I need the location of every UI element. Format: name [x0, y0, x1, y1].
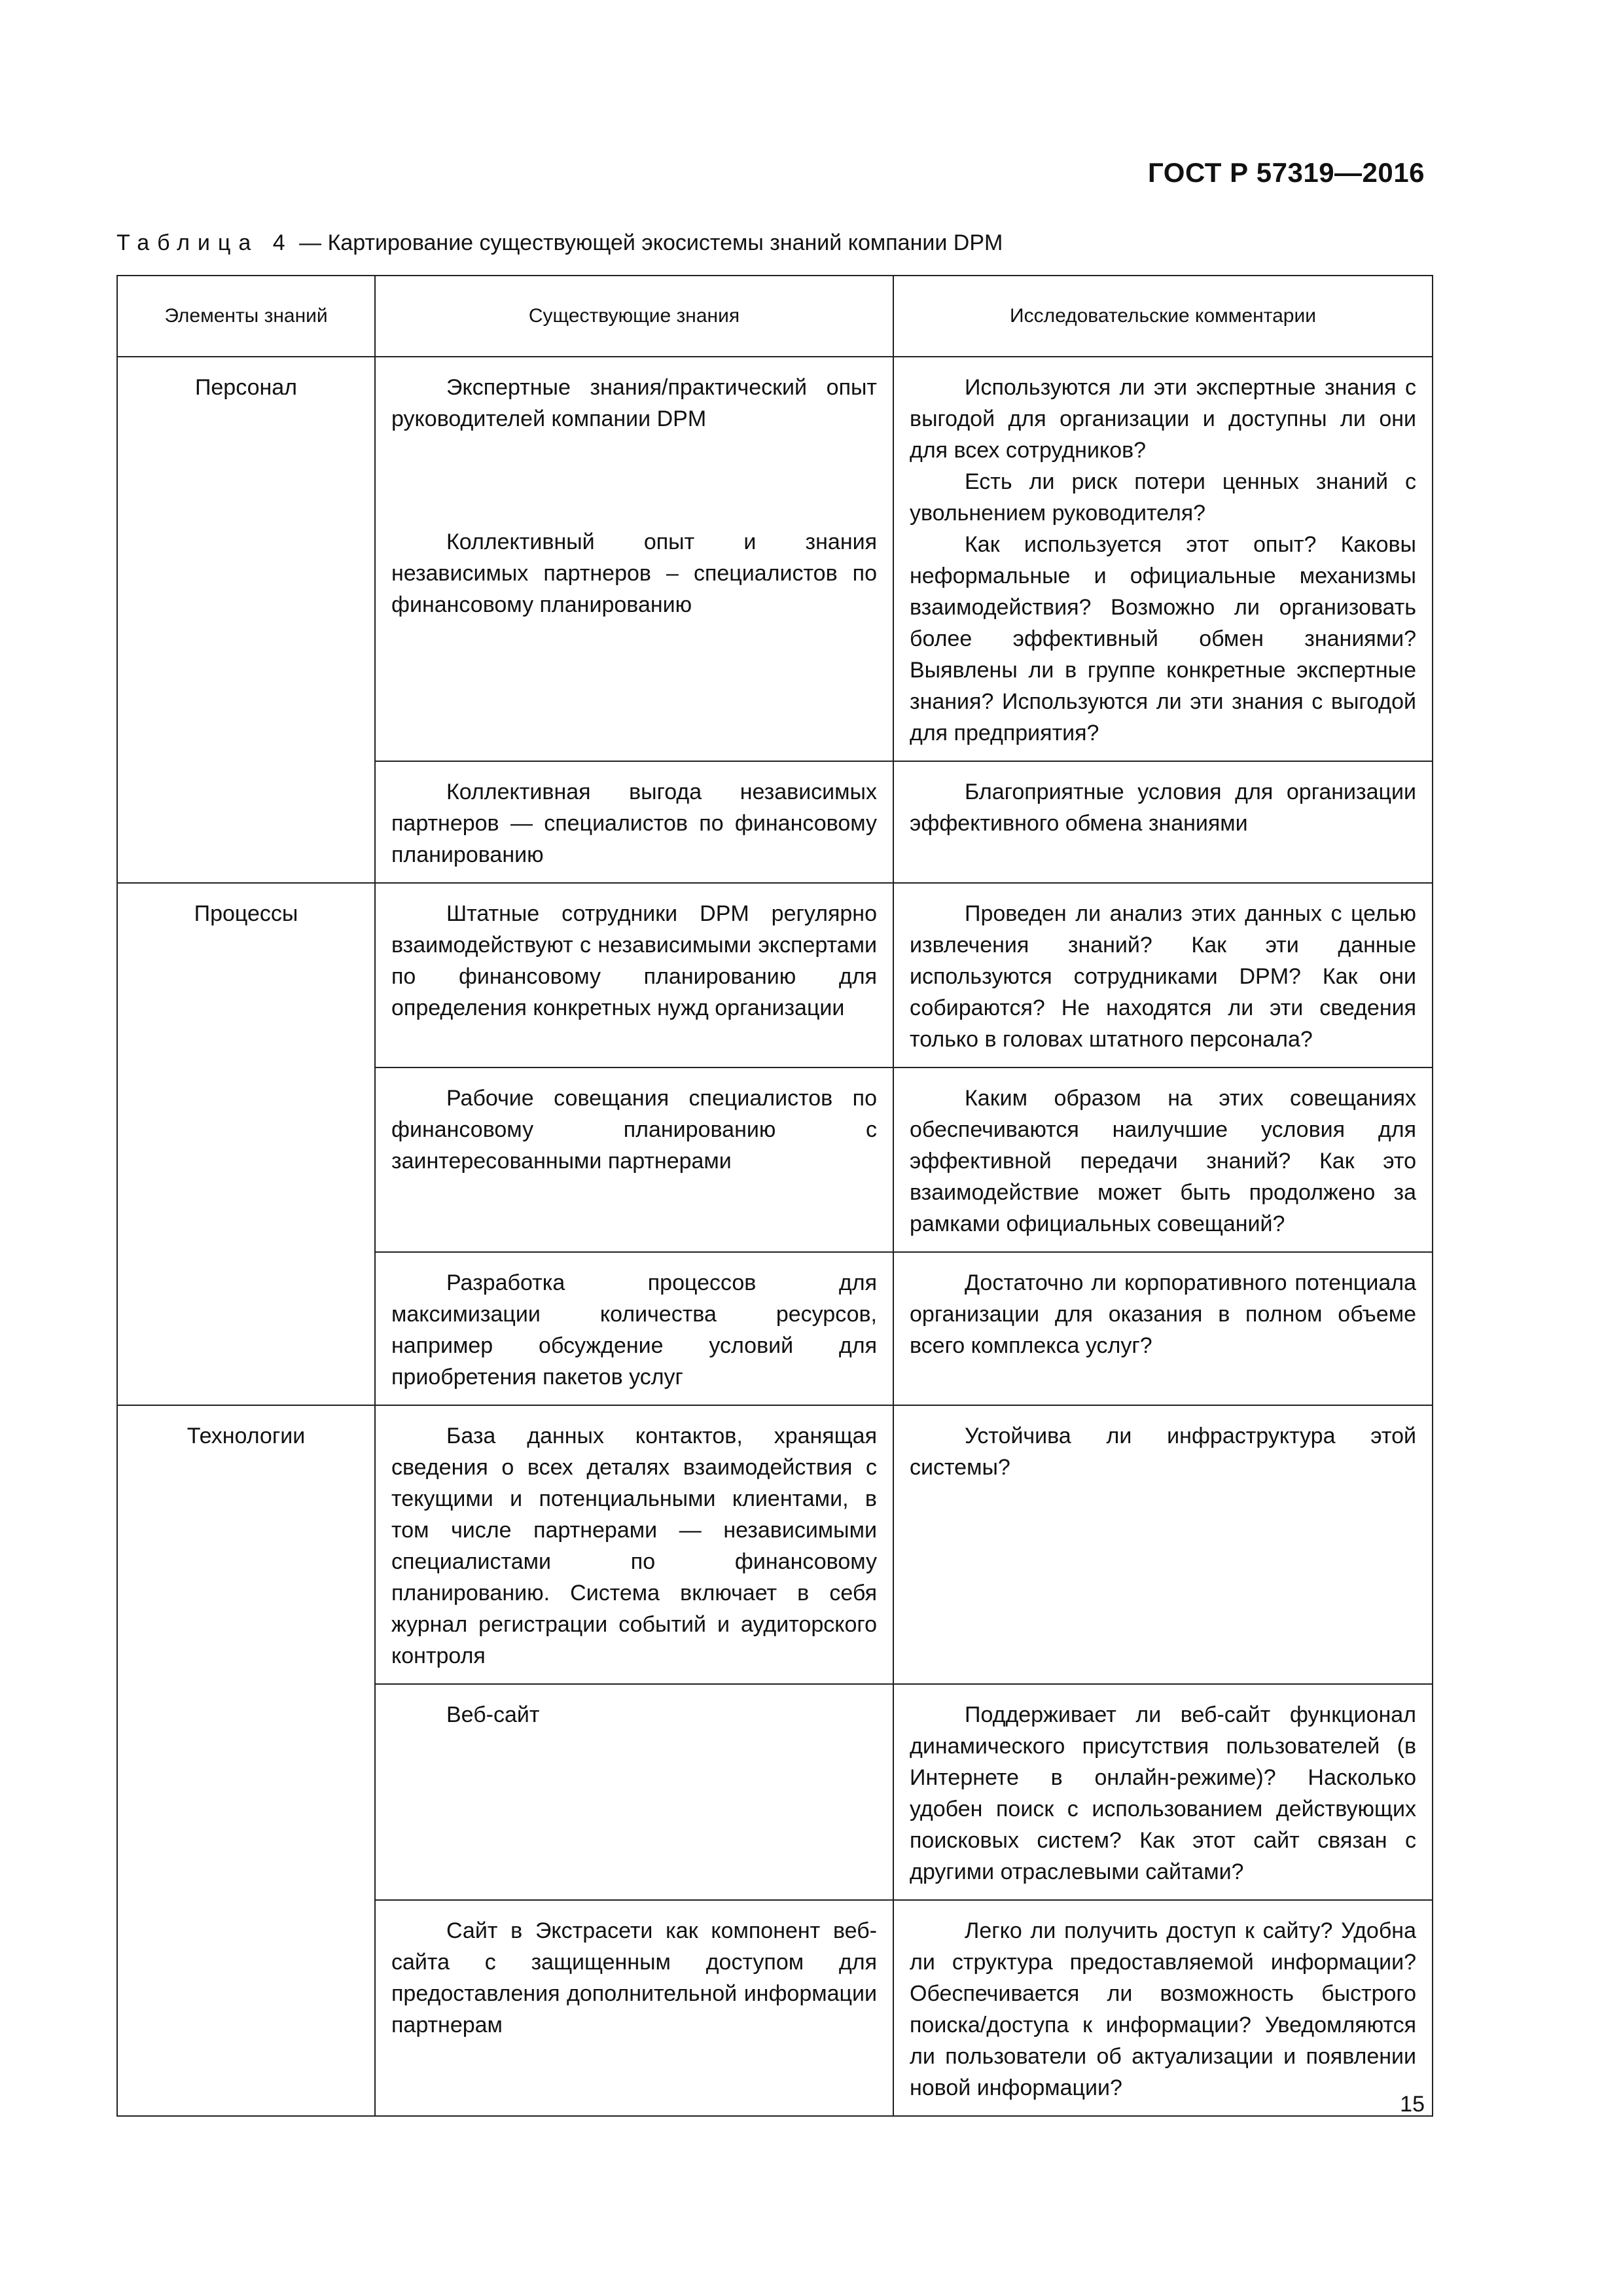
- knowledge-paragraph: Штатные сотрудники DPM регулярно взаимодействуют с независимыми экспертами по финансовому планированию для определения конкретных нужд организации: [391, 901, 877, 1020]
- comment-cell: [893, 761, 1433, 883]
- knowledge-cell: [375, 1252, 893, 1405]
- comment-cell: [893, 1067, 1433, 1252]
- knowledge-paragraph: Сайт в Экстрасети как компонент веб-сайта с защищенным доступом для предоставления дополнительной информации партнерам: [391, 1918, 877, 2037]
- table-row: [117, 357, 1433, 761]
- comment-cell: [893, 1252, 1433, 1405]
- knowledge-cell: [375, 883, 893, 1067]
- knowledge-cell: [375, 1900, 893, 2116]
- comment-paragraph: Достаточно ли корпоративного потенциала организации для оказания в полном объеме всего комплекса услуг?: [910, 1270, 1416, 1358]
- comment-paragraph: Благоприятные условия для организации эффективного обмена знаниями: [910, 780, 1416, 836]
- comment-cell: [893, 1900, 1433, 2116]
- comment-cell: [893, 883, 1433, 1067]
- comment-paragraph: Проведен ли анализ этих данных с целью извлечения знаний? Как эти данные используются сотрудниками DPM? Как они собираются? Не находятся ли эти сведения только в головах штатного персонала?: [910, 901, 1416, 1052]
- table-row: [117, 883, 1433, 1067]
- comment-paragraph: Каким образом на этих совещаниях обеспечиваются наилучшие условия для эффективной передачи знаний? Как это взаимодействие может быть продолжено за рамками официальных совещаний?: [910, 1086, 1416, 1236]
- document-id: ГОСТ Р 57319—2016: [1148, 157, 1425, 188]
- comment-paragraph: Используются ли эти экспертные знания с выгодой для организации и доступны ли они для всех сотрудников?: [910, 375, 1416, 463]
- table-caption-label: Таблица 4: [116, 230, 293, 255]
- knowledge-ecosystem-table: [116, 275, 1433, 2117]
- knowledge-paragraph: Коллективная выгода независимых партнеров — специалистов по финансовому планированию: [391, 780, 877, 867]
- comment-paragraph: Поддерживает ли веб-сайт функционал динамического присутствия пользователей (в Интернете в онлайн-режиме)? Насколько удобен поиск с использованием действующих поисковых систем? Как этот сайт связан с другими отраслевыми сайтами?: [910, 1702, 1416, 1884]
- knowledge-paragraph: Экспертные знания/практический опыт руководителей компании DPM: [391, 375, 877, 431]
- element-cell: Персонал: [117, 357, 375, 883]
- comment-cell: [893, 357, 1433, 761]
- table-row: [117, 1405, 1433, 1684]
- knowledge-cell: [375, 1405, 893, 1684]
- knowledge-paragraph: Рабочие совещания специалистов по финансовому планированию с заинтересованными партнерами: [391, 1086, 877, 1174]
- table-header-row: [117, 276, 1433, 357]
- table-caption-text: — Картирование существующей экосистемы знаний компании DPM: [293, 230, 1003, 255]
- comment-paragraph: Есть ли риск потери ценных знаний с увольнением руководителя?: [910, 469, 1416, 526]
- knowledge-cell: [375, 1067, 893, 1252]
- table-caption: [116, 230, 1003, 256]
- comment-paragraph: Легко ли получить доступ к сайту? Удобна ли структура предоставляемой информации? Обеспечивается ли возможность быстрого поиска/доступа к информации? Уведомляются ли пользователи об актуализации и появлении новой информации?: [910, 1918, 1416, 2100]
- column-header-elements: Элементы знаний: [117, 276, 375, 357]
- knowledge-cell: [375, 761, 893, 883]
- column-header-existing-knowledge: Существующие знания: [375, 276, 893, 357]
- knowledge-paragraph: Разработка процессов для максимизации количества ресурсов, например обсуждение условий для приобретения пакетов услуг: [391, 1270, 877, 1390]
- comment-paragraph: Как используется этот опыт? Каковы неформальные и официальные механизмы взаимодействия? Возможно ли организовать более эффективный обмен знаниями? Выявлены ли в группе конкретные экспертные знания? Используются ли эти знания с выгодой для предприятия?: [910, 532, 1416, 745]
- comment-cell: [893, 1684, 1433, 1900]
- knowledge-cell: [375, 357, 893, 761]
- comment-paragraph: Устойчива ли инфраструктура этой системы?: [910, 1424, 1416, 1480]
- page-number: 15: [1400, 2092, 1425, 2117]
- knowledge-paragraph: Веб-сайт: [446, 1702, 540, 1727]
- knowledge-paragraph: База данных контактов, хранящая сведения о всех деталях взаимодействия с текущими и потенциальными клиентами, в том числе партнерами — независимыми специалистами по финансовому планированию. Система включает в себя журнал регистрации событий и аудиторского контроля: [391, 1424, 877, 1668]
- knowledge-cell: [375, 1684, 893, 1900]
- column-header-research-comments: Исследовательские комментарии: [893, 276, 1433, 357]
- element-cell: Технологии: [117, 1405, 375, 2116]
- comment-cell: [893, 1405, 1433, 1684]
- element-cell: Процессы: [117, 883, 375, 1405]
- knowledge-paragraph: Коллективный опыт и знания независимых партнеров – специалистов по финансовому планированию: [391, 529, 877, 617]
